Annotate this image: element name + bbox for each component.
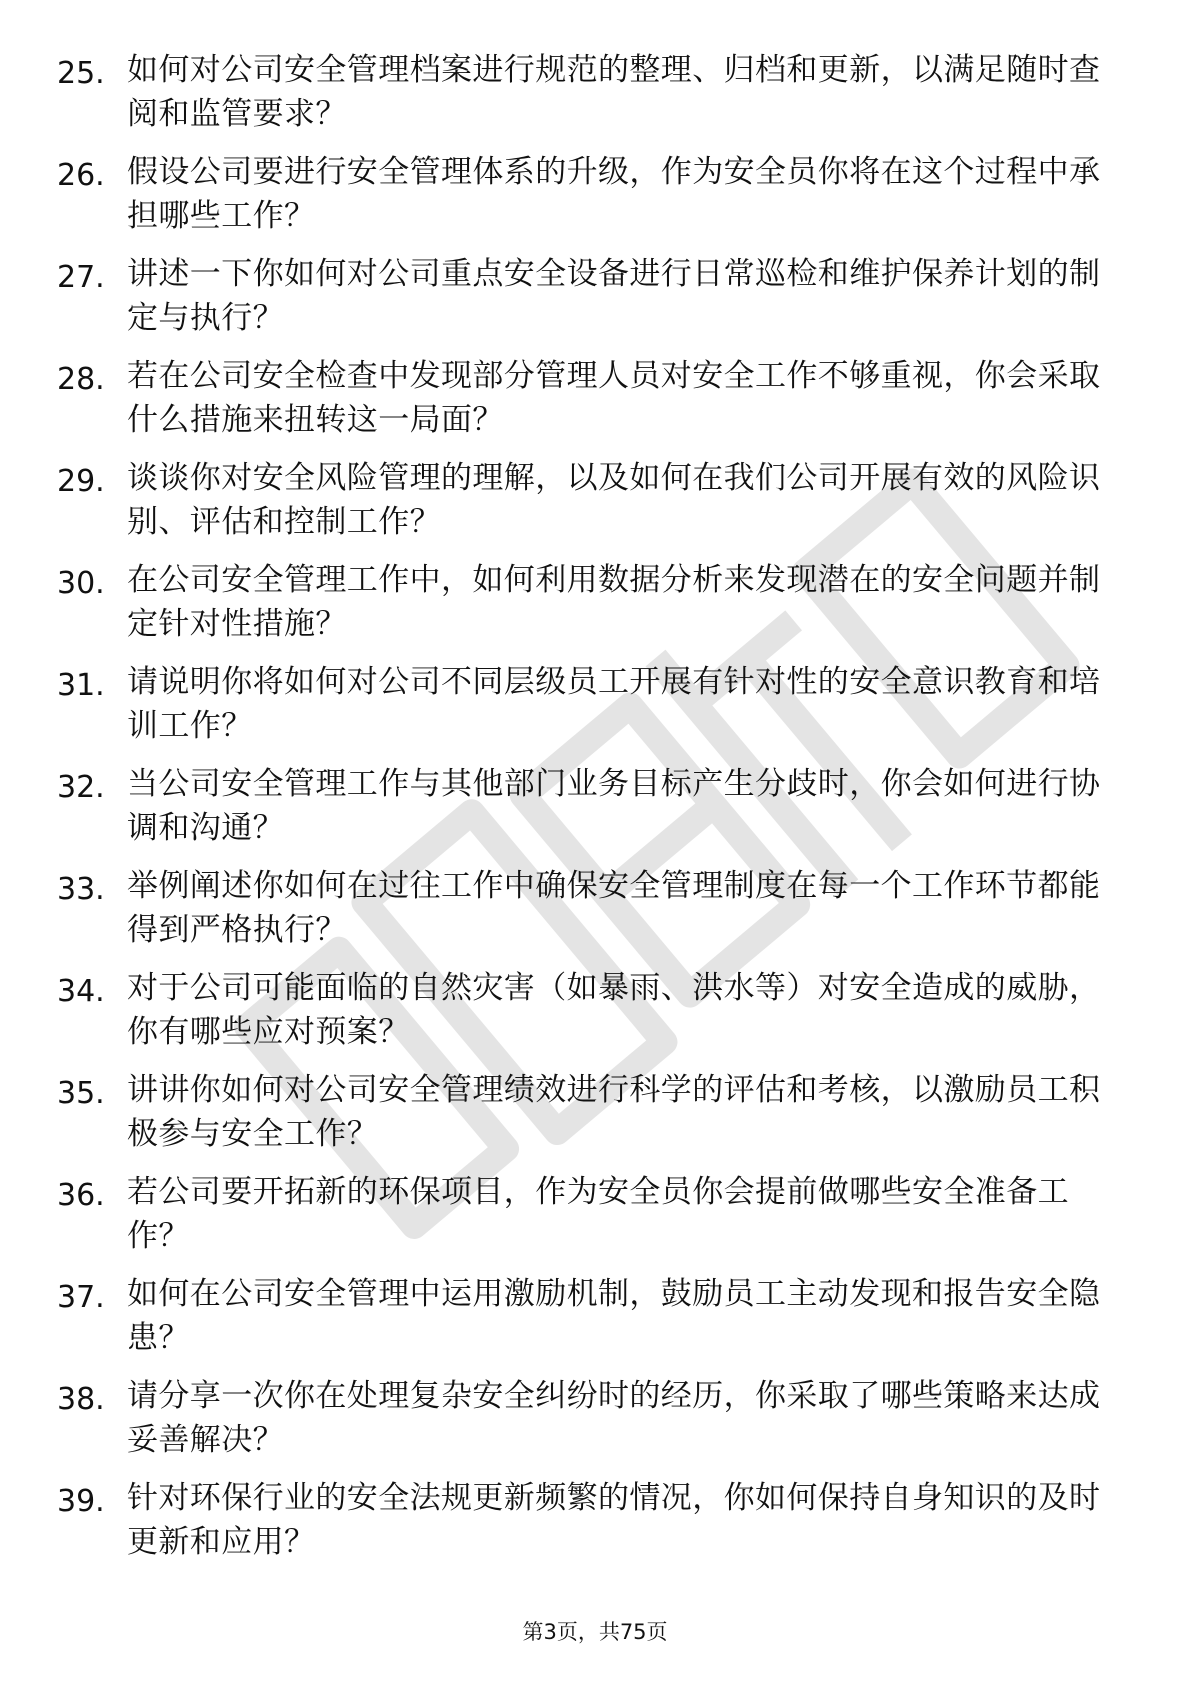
question-number: 39.: [57, 1484, 105, 1519]
question-list: [57, 48, 1127, 1578]
question-number: 38.: [57, 1382, 105, 1417]
question-text: 讲述一下你如何对公司重点安全设备进行日常巡检和维护保养计划的制定与执行？: [127, 256, 1101, 336]
page-number: 第3页，共75页: [522, 1620, 668, 1644]
question-text: 请分享一次你在处理复杂安全纠纷时的经历，你采取了哪些策略来达成妥善解决？: [127, 1378, 1101, 1458]
question-text: 谈谈你对安全风险管理的理解，以及如何在我们公司开展有效的风险识别、评估和控制工作？: [127, 460, 1101, 540]
question-text: 若在公司安全检查中发现部分管理人员对安全工作不够重视，你会采取什么措施来扭转这一局面？: [127, 358, 1101, 438]
question-item: [57, 1170, 1127, 1272]
question-number: 34.: [57, 974, 105, 1009]
question-text: 如何对公司安全管理档案进行规范的整理、归档和更新，以满足随时查阅和监管要求？: [127, 52, 1101, 132]
question-item: [57, 762, 1127, 864]
question-text: 若公司要开拓新的环保项目，作为安全员你会提前做哪些安全准备工作？: [127, 1174, 1069, 1254]
question-text: 请说明你将如何对公司不同层级员工开展有针对性的安全意识教育和培训工作？: [127, 664, 1101, 744]
question-number: 32.: [57, 770, 105, 805]
question-text: 举例阐述你如何在过往工作中确保安全管理制度在每一个工作环节都能得到严格执行？: [127, 868, 1101, 948]
question-number: 37.: [57, 1280, 105, 1315]
question-text: 如何在公司安全管理中运用激励机制，鼓励员工主动发现和报告安全隐患？: [127, 1276, 1101, 1356]
question-item: [57, 354, 1127, 456]
question-item: [57, 150, 1127, 252]
question-item: [57, 1374, 1127, 1476]
question-number: 33.: [57, 872, 105, 907]
question-item: [57, 558, 1127, 660]
question-text: 假设公司要进行安全管理体系的升级，作为安全员你将在这个过程中承担哪些工作？: [127, 154, 1101, 234]
question-item: [57, 1068, 1127, 1170]
question-number: 27.: [57, 260, 105, 295]
question-item: [57, 1476, 1127, 1578]
question-item: [57, 1272, 1127, 1374]
question-number: 36.: [57, 1178, 105, 1213]
question-number: 28.: [57, 362, 105, 397]
question-number: 30.: [57, 566, 105, 601]
question-number: 31.: [57, 668, 105, 703]
question-number: 25.: [57, 56, 105, 91]
question-item: [57, 660, 1127, 762]
question-text: 讲讲你如何对公司安全管理绩效进行科学的评估和考核，以激励员工积极参与安全工作？: [127, 1072, 1101, 1152]
question-number: 26.: [57, 158, 105, 193]
question-text: 针对环保行业的安全法规更新频繁的情况，你如何保持自身知识的及时更新和应用？: [127, 1480, 1101, 1560]
question-item: [57, 252, 1127, 354]
question-number: 29.: [57, 464, 105, 499]
question-text: 当公司安全管理工作与其他部门业务目标产生分歧时，你会如何进行协调和沟通？: [127, 766, 1101, 846]
question-item: [57, 966, 1127, 1068]
question-item: [57, 864, 1127, 966]
question-number: 35.: [57, 1076, 105, 1111]
question-text: 对于公司可能面临的自然灾害（如暴雨、洪水等）对安全造成的威胁，你有哪些应对预案？: [127, 970, 1101, 1050]
question-item: [57, 456, 1127, 558]
question-text: 在公司安全管理工作中，如何利用数据分析来发现潜在的安全问题并制定针对性措施？: [127, 562, 1101, 642]
question-item: [57, 48, 1127, 150]
